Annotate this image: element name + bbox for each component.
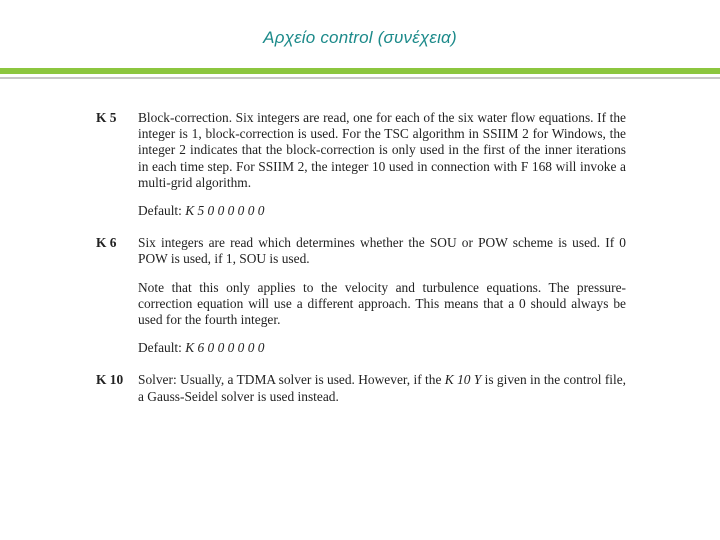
- entry-key: K 10: [96, 372, 124, 388]
- entry-description: Block-correction. Six integers are read, one for each of the six water flow equations. If the integer is 1, block-correction is used. For the TSC algorithm in SSIIM 2 for Windows, the integer 2 indicates that the block-correction is only used in the first of the inner iterations in each time step. For SSIIM 2, the integer 10 used in connection with F 168 will invoke a multi-grid algorithm.: [138, 110, 626, 190]
- default-value: K 6 0 0 0 0 0 0: [185, 340, 265, 356]
- entry-default: [138, 203, 626, 219]
- entry-key: K 5: [96, 110, 117, 125]
- entry-k6: [96, 235, 626, 356]
- default-label: Default:: [138, 203, 186, 219]
- page-title: Αρχείο control (συνέχεια): [263, 28, 457, 47]
- entry-default: [138, 340, 626, 356]
- entry-description: Solver: Usually, a TDMA solver is used. However, if the K 10 Y is given in the control file, a Gauss-Seidel solver is used instead.: [138, 372, 627, 404]
- entry-note: Note that this only applies to the velocity and turbulence equations. The pressure-correction equation will use a different approach. This means that a 0 should always be used for the fourth integer.: [138, 279, 626, 328]
- default-value: K 5 0 0 0 0 0 0: [185, 203, 265, 219]
- header-accent-bar: [0, 68, 720, 74]
- default-label: Default:: [138, 340, 186, 356]
- inline-code: K 10 Y: [444, 372, 482, 388]
- entry-key: K 6: [96, 235, 117, 251]
- header-divider: [0, 77, 720, 79]
- entry-body: [138, 235, 626, 356]
- entry-k10: [96, 372, 626, 404]
- document-body: [96, 110, 626, 405]
- entry-k5: [96, 110, 626, 219]
- entry-body: [138, 372, 626, 404]
- entry-body: [138, 110, 626, 219]
- entry-description: Six integers are read which determines whether the SOU or POW scheme is used. If 0 POW is used, if 1, SOU is used.: [138, 235, 626, 267]
